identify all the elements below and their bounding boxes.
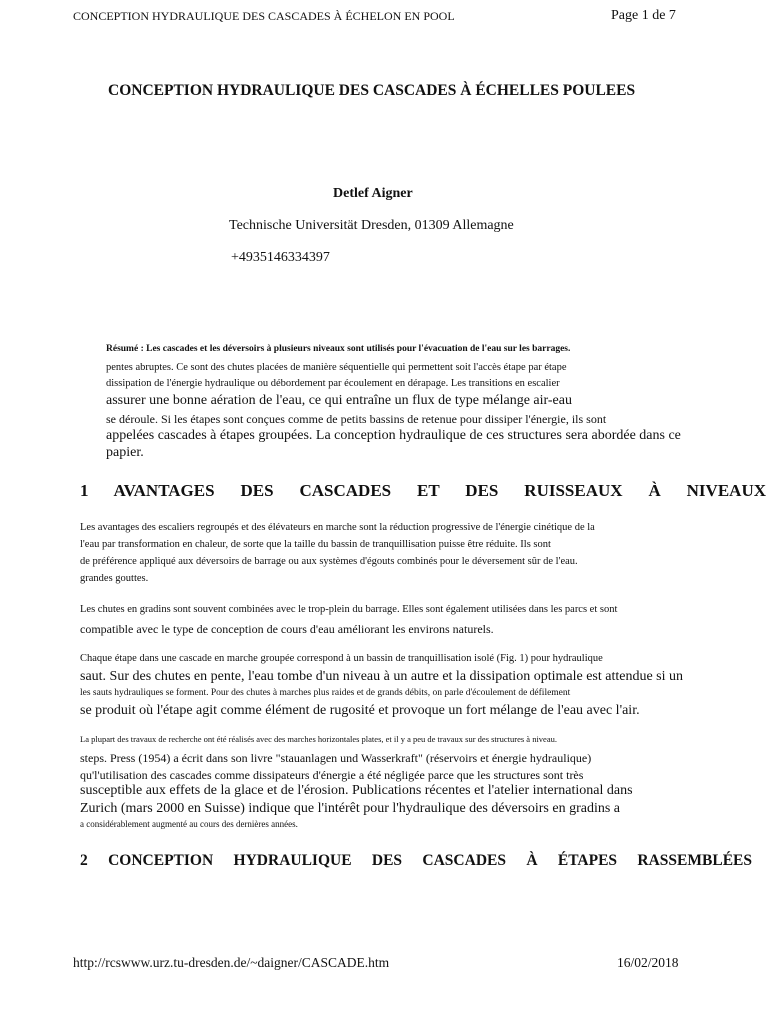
paragraph-line: susceptible aux effets de la glace et de l'érosion. Publications récentes et l'atelier international dans [80, 783, 633, 798]
paragraph-line: saut. Sur des chutes en pente, l'eau tombe d'un niveau à un autre et la dissipation optimale est attendue si un [80, 669, 683, 684]
paragraph-line: de préférence appliqué aux déversoirs de barrage ou aux systèmes d'égouts combinés pour le déversement sûr de l'eau. [80, 556, 578, 567]
footer-date: 16/02/2018 [617, 955, 679, 970]
paragraph-line: La plupart des travaux de recherche ont été réalisés avec des marches horizontales plates, et il y a peu de travaux sur des structures à niveau. [80, 734, 557, 744]
document-title: CONCEPTION HYDRAULIQUE DES CASCADES À ÉCHELLES POULEES [108, 82, 636, 99]
abstract-line: pentes abruptes. Ce sont des chutes placées de manière séquentielle qui permettent soit l'accès étape par étape [106, 362, 567, 373]
paragraph-line: Zurich (mars 2000 en Suisse) indique que l'intérêt pour l'hydraulique des déversoirs en gradins a [80, 801, 621, 816]
running-header: CONCEPTION HYDRAULIQUE DES CASCADES À ÉCHELON EN POOL [73, 9, 455, 23]
footer-url[interactable]: http://rcswww.urz.tu-dresden.de/~daigner/CASCADE.htm [73, 955, 390, 970]
paragraph-line: a considérablement augmenté au cours des dernières années. [80, 819, 298, 829]
paragraph-line: compatible avec le type de conception de cours d'eau améliorant les environs naturels. [80, 622, 494, 636]
abstract-first-line: Les cascades et les déversoirs à plusieurs niveaux sont utilisés pour l'évacuation de l'eau sur les barrages. [143, 344, 571, 354]
paragraph-line: Chaque étape dans une cascade en marche groupée correspond à un bassin de tranquillisation isolé (Fig. 1) pour hydraulique [80, 653, 603, 664]
section-1-heading: 1 AVANTAGES DES CASCADES ET DES RUISSEAUX À NIVEAUX [80, 481, 766, 500]
section-2-heading: 2 CONCEPTION HYDRAULIQUE DES CASCADES À ÉTAPES RASSEMBLÉES [80, 852, 752, 869]
paragraph-line: se produit où l'étape agit comme élément de rugosité et provoque un fort mélange de l'eau avec l'air. [80, 703, 640, 718]
abstract-line: appelées cascades à étapes groupées. La conception hydraulique de ces structures sera abordée dans ce [106, 428, 681, 443]
abstract-line: papier. [106, 445, 144, 460]
paragraph-line: Les chutes en gradins sont souvent combinées avec le trop-plein du barrage. Elles sont également utilisées dans les parcs et sont [80, 604, 618, 615]
abstract-line: assurer une bonne aération de l'eau, ce qui entraîne un flux de type mélange air-eau [106, 393, 572, 408]
paragraph-line: l'eau par transformation en chaleur, de sorte que la taille du bassin de tranquillisation puisse être réduite. Ils sont [80, 539, 551, 550]
abstract-line [106, 344, 570, 354]
page-number: Page 1 de 7 [611, 8, 676, 23]
abstract-label: Résumé : [106, 344, 144, 354]
paragraph-line: les sauts hydrauliques se forment. Pour des chutes à marches plus raides et de grands débits, on parle d'écoulement de défilement [80, 688, 571, 698]
abstract-line: dissipation de l'énergie hydraulique ou débordement par écoulement en dérapage. Les transitions en escalier [106, 378, 560, 389]
abstract-line: se déroule. Si les étapes sont conçues comme de petits bassins de retenue pour dissiper l'énergie, ils sont [106, 412, 607, 426]
paragraph-line: Les avantages des escaliers regroupés et des élévateurs en marche sont la réduction progressive de l'énergie cinétique de la [80, 522, 595, 533]
paragraph-line: steps. Press (1954) a écrit dans son livre "stauanlagen und Wasserkraft" (réservoirs et énergie hydraulique) [80, 751, 592, 765]
author-name: Detlef Aigner [333, 186, 413, 201]
author-affiliation: Technische Universität Dresden, 01309 Allemagne [229, 218, 514, 233]
author-phone: +4935146334397 [231, 250, 330, 265]
paragraph-line: grandes gouttes. [80, 573, 149, 584]
paragraph-line: qu'l'utilisation des cascades comme dissipateurs d'énergie a été négligée parce que les structures sont très [80, 768, 584, 782]
